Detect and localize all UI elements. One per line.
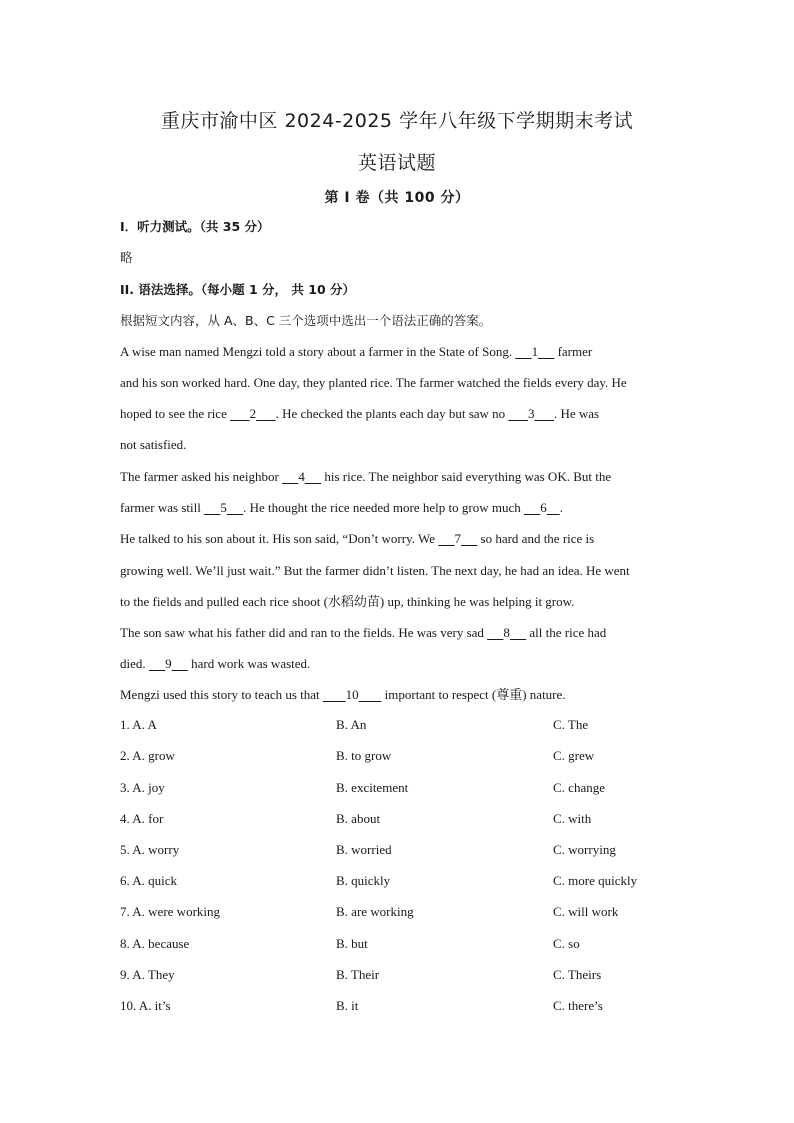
blank-number: 6 <box>540 500 547 515</box>
blank-number: 3 <box>527 406 535 421</box>
option-a: 4. A. for <box>120 811 164 826</box>
option-a: 9. A. They <box>120 967 175 982</box>
passage-line <box>120 468 680 486</box>
passage-text: . He was <box>553 406 600 421</box>
blank-7 <box>438 530 477 548</box>
option-a: 10. A. it’s <box>120 998 171 1013</box>
blank-number: 10 <box>345 687 359 702</box>
section1-note: 略 <box>120 250 133 265</box>
option-a: 6. A. quick <box>120 873 178 888</box>
passage-line <box>120 343 680 361</box>
blank-number: 2 <box>249 406 257 421</box>
option-b: B. but <box>336 936 368 951</box>
passage-line <box>120 624 680 642</box>
option-a: 3. A. joy <box>120 780 165 795</box>
blank-number: 1 <box>531 344 539 359</box>
passage-line <box>120 405 680 423</box>
blank-number: 9 <box>165 656 172 671</box>
blank-number: 8 <box>503 625 510 640</box>
blank-2 <box>230 405 276 423</box>
passage-line: not satisfied. <box>120 437 187 452</box>
question-options <box>120 811 680 829</box>
passage-text: farmer <box>554 344 593 359</box>
option-b: B. excitement <box>336 780 409 795</box>
option-c: C. change <box>553 780 605 795</box>
passage-text: farmer was still <box>120 500 205 515</box>
option-b: B. about <box>336 811 381 826</box>
section2-heading: II. 语法选择。（每小题 1 分， 共 10 分） <box>120 282 356 297</box>
passage-text: hard work was wasted. <box>187 656 311 671</box>
option-b: B. to grow <box>336 748 392 763</box>
passage-line <box>120 499 680 517</box>
passage-line: growing well. We’ll just wait.” But the farmer didn’t listen. The next day, he had an idea. He went <box>120 563 630 578</box>
option-c: C. The <box>553 717 589 732</box>
exam-subtitle: 英语试题 <box>357 152 436 174</box>
blank-number: 7 <box>454 531 462 546</box>
option-a: 7. A. were working <box>120 904 221 919</box>
blank-4 <box>282 468 321 486</box>
section2-instruction: 根据短文内容，从 A、B、C 三个选项中选出一个语法正确的答案。 <box>120 313 492 328</box>
passage-text: died. <box>120 656 149 671</box>
passage-line: to the fields and pulled each rice shoot (水稻幼苗) up, thinking he was helping it grow. <box>120 594 575 609</box>
passage-text: The farmer asked his neighbor <box>120 469 283 484</box>
option-c: C. grew <box>553 748 595 763</box>
option-c: C. more quickly <box>553 873 638 888</box>
option-c: C. worrying <box>553 842 616 857</box>
blank-5 <box>204 499 243 517</box>
blank-8 <box>487 624 526 642</box>
passage-line <box>120 655 680 673</box>
question-options <box>120 967 680 985</box>
passage-line <box>120 686 680 704</box>
section1-heading: I．听力测试。（共 35 分） <box>120 219 270 234</box>
blank-3 <box>508 405 554 423</box>
passage-text: Mengzi used this story to teach us that <box>120 687 323 702</box>
option-a: 2. A. grow <box>120 748 175 763</box>
blank-9 <box>149 655 188 673</box>
blank-1 <box>515 343 554 361</box>
passage-text: . He checked the plants each day but saw no <box>275 406 509 421</box>
question-options <box>120 717 680 735</box>
passage-text: A wise man named Mengzi told a story about a farmer in the State of Song. <box>120 344 516 359</box>
passage-line <box>120 530 680 548</box>
option-b: B. worried <box>336 842 392 857</box>
option-c: C. there’s <box>553 998 603 1013</box>
question-options <box>120 842 680 860</box>
option-c: C. so <box>553 936 580 951</box>
option-b: B. An <box>336 717 367 732</box>
exam-title: 重庆市渝中区 2024-2025 学年八年级下学期期末考试 <box>160 110 634 132</box>
option-c: C. with <box>553 811 592 826</box>
passage-text: . He thought the rice needed more help to grow much <box>243 500 524 515</box>
passage-text: all the rice had <box>526 625 607 640</box>
option-a: 1. A. A <box>120 717 157 732</box>
option-c: C. Theirs <box>553 967 602 982</box>
passage-text: his rice. The neighbor said everything was OK. But the <box>321 469 612 484</box>
question-options <box>120 748 680 766</box>
option-c: C. will work <box>553 904 619 919</box>
blank-number: 5 <box>220 500 227 515</box>
option-a: 8. A. because <box>120 936 190 951</box>
passage-text: He talked to his son about it. His son said, “Don’t worry. We <box>120 531 439 546</box>
option-b: B. it <box>336 998 359 1013</box>
option-b: B. are working <box>336 904 414 919</box>
passage-text: important to respect (尊重) nature. <box>381 687 566 702</box>
option-b: B. Their <box>336 967 380 982</box>
passage-text: so hard and the rice is <box>477 531 595 546</box>
blank-6 <box>524 499 560 517</box>
passage-line: and his son worked hard. One day, they planted rice. The farmer watched the fields every day. He <box>120 375 627 390</box>
passage-text: . <box>559 500 563 515</box>
question-options <box>120 873 680 891</box>
passage-text: The son saw what his father did and ran to the fields. He was very sad <box>120 625 488 640</box>
option-b: B. quickly <box>336 873 391 888</box>
passage-text: hoped to see the rice <box>120 406 231 421</box>
question-options <box>120 998 680 1016</box>
blank-number: 4 <box>298 469 305 484</box>
blank-10 <box>323 686 382 704</box>
option-a: 5. A. worry <box>120 842 180 857</box>
question-options <box>120 780 680 798</box>
question-options <box>120 904 680 922</box>
question-options <box>120 936 680 954</box>
volume-label: 第 I 卷（共 100 分） <box>324 190 470 206</box>
